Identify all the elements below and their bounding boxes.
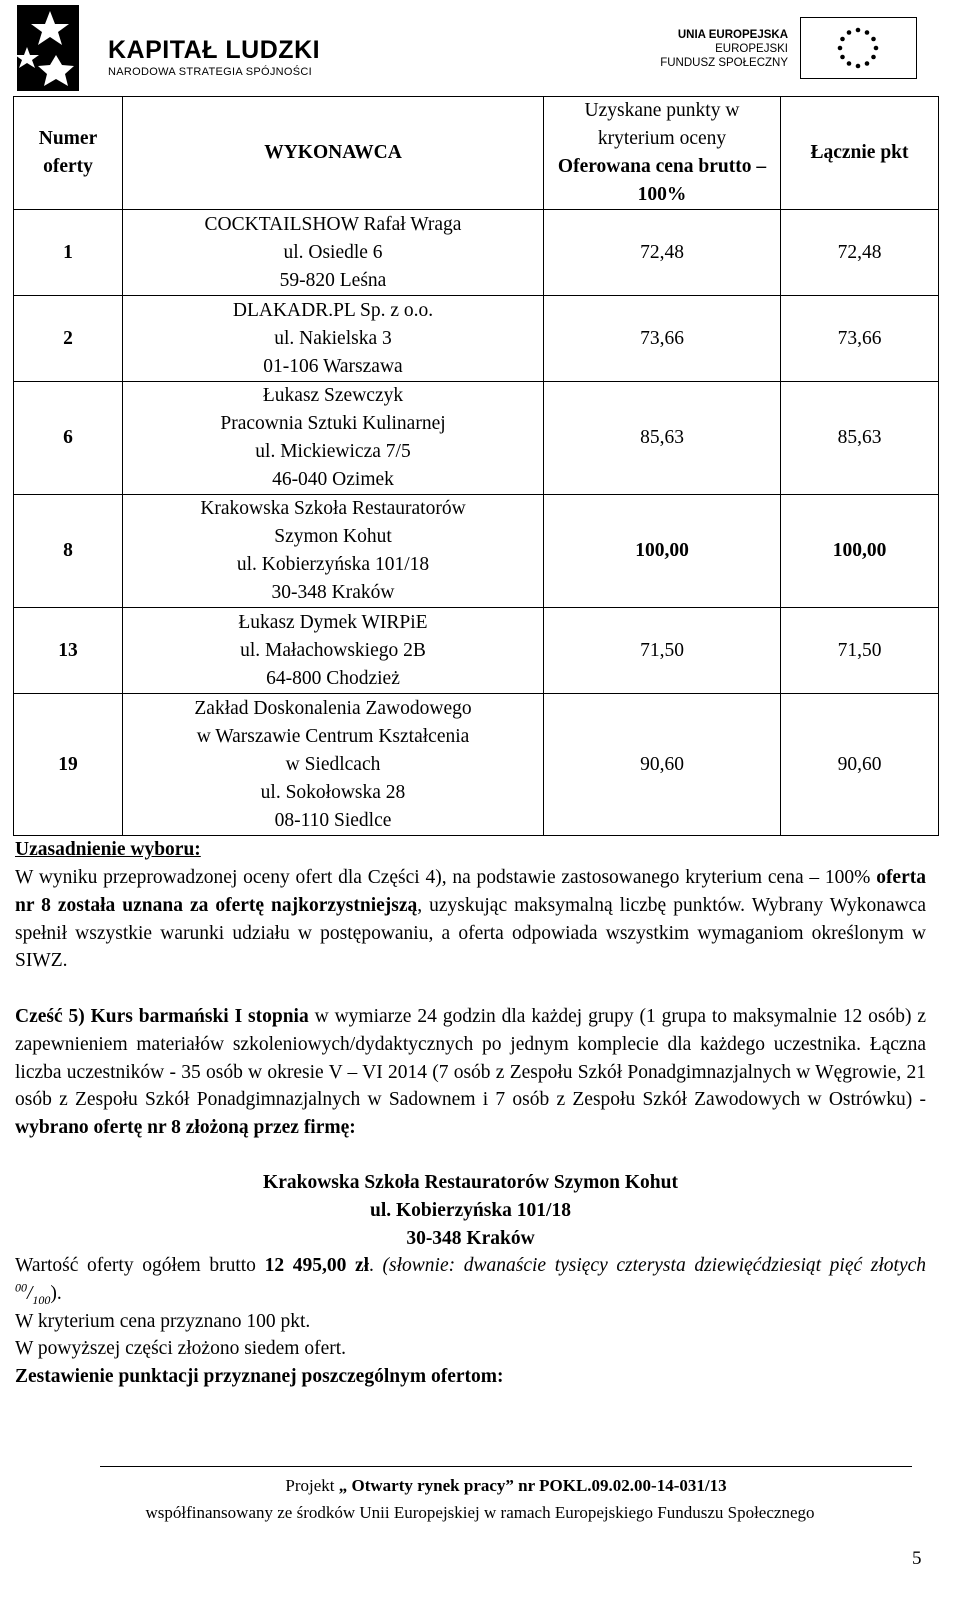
- chosen-company-city: 30-348 Kraków: [406, 1228, 535, 1249]
- score-cell: 72,48: [544, 210, 781, 296]
- kapital-ludzki-logo: [14, 3, 82, 95]
- page-number: 5: [912, 1548, 922, 1569]
- contractor-cell: [123, 495, 544, 608]
- chosen-company-street: ul. Kobierzyńska 101/18: [370, 1200, 571, 1221]
- footer-project: Projekt „ Otwarty rynek pracy” nr POKL.09.02.00-14-031/13: [285, 1476, 727, 1495]
- footer-cofinanced: współfinansowany ze środków Unii Europejskiej w ramach Europejskiego Funduszu Społecznego: [145, 1503, 815, 1522]
- eu-stars-icon: [838, 28, 879, 69]
- score-cell: 71,50: [544, 608, 781, 694]
- part5-paragraph: Cześć 5) Kurs barmański I stopnia w wymiarze 24 godzin dla każdej grupy (1 grupa to maksymalnie 12 osób) z zapewnieniem materiałów szkoleniowych/dydaktycznych po jednym komplecie dla każdego uczestnika. Łączna liczba uczestników - 35 osób w okresie V – VI 2014 (7 osób z Zespołu Szkół Ponadgimnazjalnych w Węgrowie, 21 osób z Zespołu Szkół Ponadgimnazjalnych w Sadownem i 7 osób z Zespołu Szkół Zawodowych w Ostrówku) - wybrano ofertę nr 8 złożoną przez firmę:: [15, 1006, 926, 1139]
- table-row: [14, 210, 939, 296]
- table-header-row: [14, 97, 939, 210]
- total-cell: 72,48: [781, 210, 939, 296]
- header-contractor: WYKONAWCA: [123, 97, 544, 210]
- contractor-line: ul. Kobierzyńska 101/18: [236, 554, 430, 575]
- contractor-cell: [123, 608, 544, 694]
- contractor-cell: [123, 382, 544, 495]
- table-row: [14, 608, 939, 694]
- eu-line-2: EUROPEJSKI: [715, 43, 788, 55]
- header-points-criterion: Uzyskane punkty w kryterium oceny: [584, 100, 740, 149]
- score-cell: 90,60: [544, 694, 781, 836]
- contractor-line: 64-800 Chodzież: [266, 667, 400, 689]
- total-cell: 71,50: [781, 608, 939, 694]
- contractor-line: COCKTAILSHOW Rafał Wraga: [204, 213, 462, 235]
- brand-subtitle: NARODOWA STRATEGIA SPÓJNOŚCI: [108, 66, 312, 78]
- contractor-cell: [123, 296, 544, 382]
- header-points-price: Oferowana cena brutto – 100%: [557, 156, 767, 205]
- offers-count-line: W powyższej części złożono siedem ofert.: [15, 1338, 347, 1359]
- eu-fund-caption: [660, 28, 788, 70]
- table-row: [14, 382, 939, 495]
- table-row: [14, 495, 939, 608]
- total-cell: 85,63: [781, 382, 939, 495]
- offer-number: 6: [14, 382, 123, 495]
- contractor-cell: [123, 210, 544, 296]
- contractor-line: 46-040 Ozimek: [272, 469, 394, 490]
- header-points: [544, 97, 781, 210]
- total-cell: 73,66: [781, 296, 939, 382]
- contractor-line: ul. Małachowskiego 2B: [240, 639, 426, 661]
- eu-flag-logo: [800, 17, 917, 79]
- brand-title: KAPITAŁ LUDZKI: [108, 36, 321, 64]
- offer-number: 19: [14, 694, 123, 836]
- contractor-line: w Warszawie Centrum Kształcenia: [196, 725, 470, 747]
- header-total: Łącznie pkt: [781, 97, 939, 210]
- contractor-line: DLAKADR.PL Sp. z o.o.: [232, 299, 434, 321]
- score-cell: 85,63: [544, 382, 781, 495]
- chosen-company-name: Krakowska Szkoła Restauratorów Szymon Kohut: [263, 1172, 678, 1193]
- contractor-line: ul. Nakielska 3: [274, 327, 392, 349]
- contractor-cell: [123, 694, 544, 836]
- summary-heading: Zestawienie punktacji przyznanej poszczególnym ofertom:: [15, 1366, 504, 1387]
- table-row: [14, 296, 939, 382]
- total-cell: 90,60: [781, 694, 939, 836]
- offer-number: 2: [14, 296, 123, 382]
- justification-heading: Uzasadnienie wyboru:: [15, 839, 201, 860]
- contractor-line: Łukasz Dymek WIRPiE: [238, 611, 428, 633]
- header-offer-number: Numer oferty: [14, 97, 123, 210]
- contractor-line: Szymon Kohut: [274, 526, 392, 547]
- eu-line-3: FUNDUSZ SPOŁECZNY: [660, 57, 788, 69]
- contractor-line: ul. Osiedle 6: [283, 241, 383, 263]
- contractor-line: Pracownia Sztuki Kulinarnej: [220, 413, 446, 434]
- table-row: [14, 694, 939, 836]
- offer-number: 1: [14, 210, 123, 296]
- contractor-line: 01-106 Warszawa: [263, 355, 403, 377]
- contractor-line: 30-348 Kraków: [271, 582, 395, 603]
- contractor-line: Zakład Doskonalenia Zawodowego: [194, 697, 472, 719]
- contractor-line: 08-110 Siedlce: [274, 809, 392, 831]
- contractor-line: Krakowska Szkoła Restauratorów: [200, 498, 466, 519]
- score-cell: 73,66: [544, 296, 781, 382]
- contractor-line: Łukasz Szewczyk: [262, 385, 404, 406]
- offer-number: 8: [14, 495, 123, 608]
- footer-divider: [100, 1466, 912, 1467]
- points-line: W kryterium cena przyznano 100 pkt.: [15, 1311, 311, 1332]
- justification-paragraph: W wyniku przeprowadzonej oceny ofert dla Części 4), na podstawie zastosowanego kryterium cena – 100% oferta nr 8 została uznana za ofertę najkorzystniejszą, uzyskując maksymalną liczbę punktów. Wybrany Wykonawca spełnił wszystkie warunki udziału w postępowaniu, a oferta odpowiada wszystkim wymaganiom określonym w SIWZ.: [15, 867, 926, 972]
- total-cell: 100,00: [781, 495, 939, 608]
- score-cell: 100,00: [544, 495, 781, 608]
- offers-score-table: [13, 96, 939, 836]
- contractor-line: ul. Sokołowska 28: [260, 781, 406, 803]
- contractor-line: w Siedlcach: [285, 753, 381, 775]
- offer-number: 13: [14, 608, 123, 694]
- contractor-line: 59-820 Leśna: [279, 269, 387, 291]
- offer-value-paragraph: Wartość oferty ogółem brutto 12 495,00 zł. (słownie: dwanaście tysięcy czterysta dziewięćdziesiąt pięć złotych $^{00}/_{100}$).: [15, 1255, 927, 1307]
- offer-value-amount: 12 495,00 zł: [264, 1255, 370, 1276]
- eu-line-1: UNIA EUROPEJSKA: [677, 29, 788, 41]
- contractor-line: ul. Mickiewicza 7/5: [255, 441, 411, 462]
